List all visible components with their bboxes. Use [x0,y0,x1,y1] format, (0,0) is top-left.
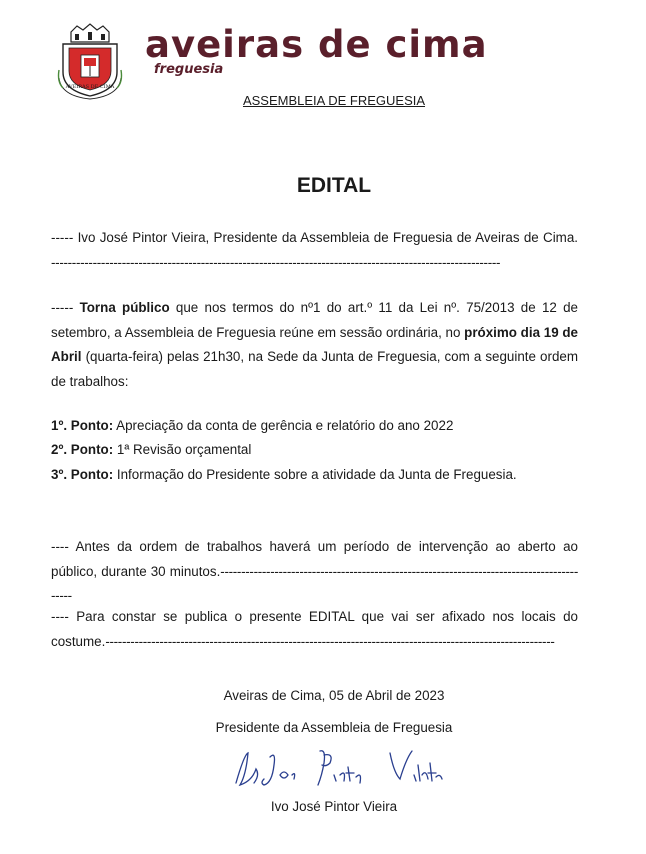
logo-wordmark: aveiras de cima [145,23,488,66]
place-date: Aveiras de Cima, 05 de Abril de 2023 [223,688,445,703]
posting-dashes: ------------------------------------------------------------------------------------------------------------ [105,633,555,649]
announcement-text-1: que nos termos do nº1 do art.º 11 da Lei nº. 75/2013 de 12 de setembro, a Assembleia de Freguesia reúne em sessão ordinária, no [51,300,578,340]
announcement-text-2: (quarta-feira) pelas 21h30, na Sede da Junta de Freguesia, com a seguinte ordem de trabalhos: [51,349,578,389]
handwritten-signature [230,745,445,795]
agenda-item-text: Informação do Presidente sobre a atividade da Junta de Freguesia. [113,467,517,482]
announcement-paragraph [51,296,578,394]
public-intervention-paragraph [51,535,578,609]
agenda-item [51,416,453,436]
agenda-item [51,465,517,485]
intro-paragraph [51,226,578,275]
intro-dashes: ------------------------------------------------------------------------------------------------------------ [51,254,501,270]
intro-text: ----- Ivo José Pintor Vieira, Presidente da Assembleia de Freguesia de Aveiras de Cima. [51,230,578,245]
agenda-item-label: 3º. Ponto: [51,467,114,482]
announcement-bold-1: Torna público [79,300,170,315]
document-title: EDITAL [296,174,372,197]
posting-text: ---- Para constar se publica o presente EDITAL que vai ser afixado nos locais do costume. [51,609,578,649]
agenda-item-text: Apreciação da conta de gerência e relatório do ano 2022 [113,418,454,433]
announcement-lead: ----- [51,300,80,315]
crest-caption: AVEIRAS DE CIMA [65,84,115,90]
public-intervention-dashes: ------------------------------------------------------------------------------------------- [51,563,578,603]
agenda-item-text: 1ª Revisão orçamental [113,442,252,457]
signatory-role: Presidente da Assembleia de Freguesia [215,720,453,735]
assembly-heading: ASSEMBLEIA DE FREGUESIA [242,93,426,108]
signatory-name: Ivo José Pintor Vieira [270,799,398,814]
agenda-item-label: 2º. Ponto: [51,442,114,457]
agenda-item-label: 1º. Ponto: [51,418,114,433]
agenda-item [51,440,251,460]
public-intervention-text: ---- Antes da ordem de trabalhos haverá um período de intervenção ao aberto ao público, durante 30 minutos. [51,539,578,579]
posting-paragraph [51,605,578,654]
announcement-bold-2: próximo dia 19 de Abril [51,324,579,364]
logo-subtitle: freguesia [154,62,224,77]
